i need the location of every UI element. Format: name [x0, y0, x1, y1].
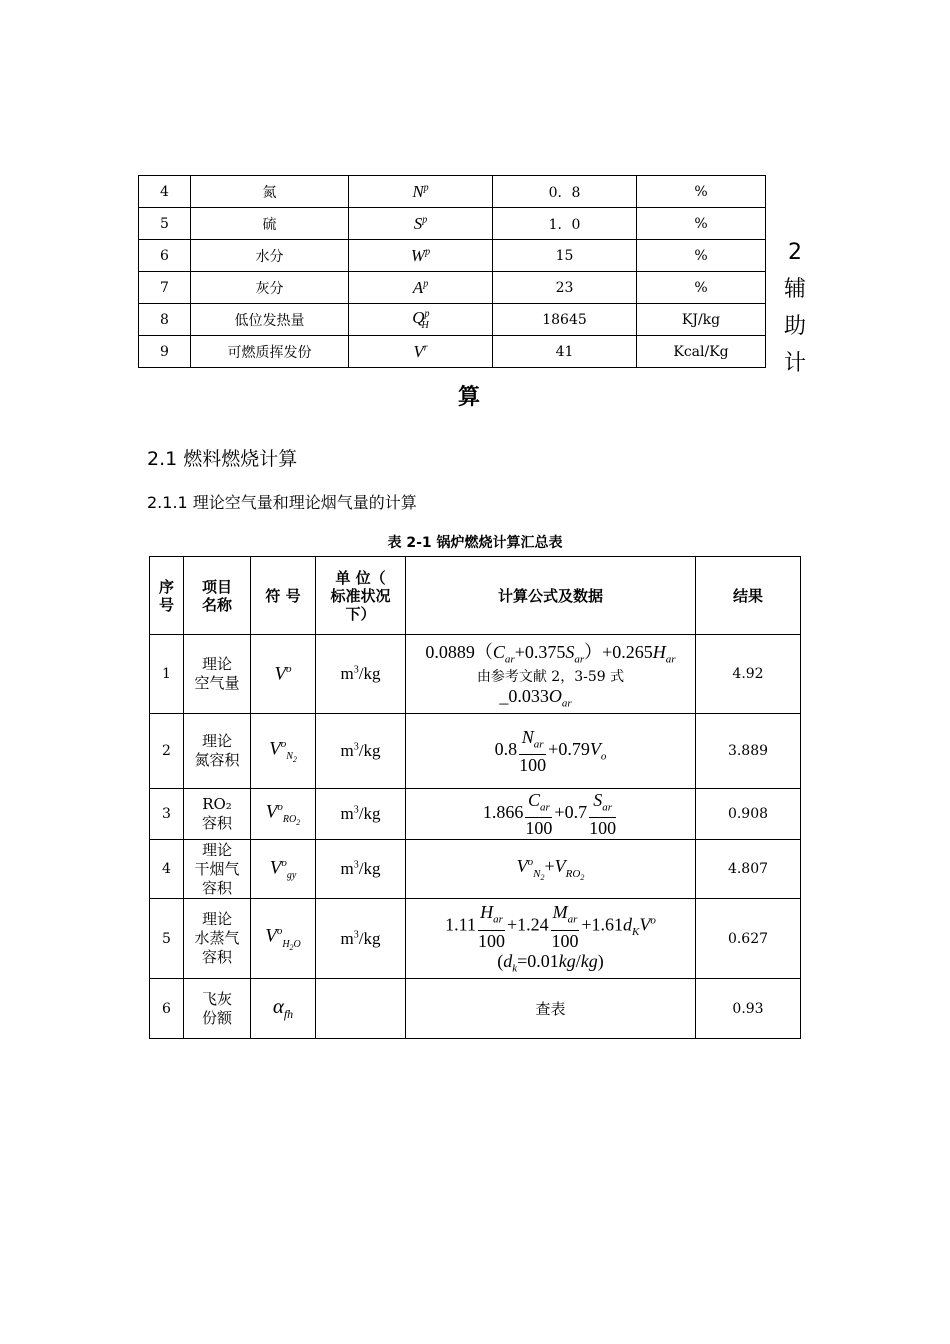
symbol-base: V [413, 341, 424, 361]
row-value: 0．8 [493, 176, 637, 208]
symbol-sup: p [423, 181, 429, 193]
row-result: 4.807 [696, 840, 801, 899]
table-row [139, 336, 766, 368]
row-no: 6 [139, 240, 191, 272]
table-row [139, 240, 766, 272]
row-result: 4.92 [696, 635, 801, 714]
row-symbol [349, 176, 493, 208]
symbol-alpha-fh: $\alpha_{fh}$ [251, 979, 316, 1039]
table-row [150, 789, 801, 840]
heading-char: 2 [788, 240, 802, 265]
row-result: 0.93 [696, 979, 801, 1039]
table-caption: 表 2-1 锅炉燃烧计算汇总表 [387, 535, 563, 551]
row-unit: % [637, 272, 766, 304]
header-no-text: 序 号 [158, 577, 174, 614]
symbol-v0: $V^o$ [251, 635, 316, 714]
row-item: 灰分 [191, 272, 349, 304]
unit-cell: $m^3/kg$ [316, 840, 406, 899]
row-no: 5 [139, 208, 191, 240]
heading-char: 辅 [783, 277, 806, 302]
symbol-base: Q [412, 308, 425, 328]
symbol-vh2o: $V^o_{H_2O}$ [251, 899, 316, 979]
unit-cell: $m^3/kg$ [316, 899, 406, 979]
row-no: 5 [150, 899, 184, 979]
table-row [150, 979, 801, 1039]
row-result: 0.627 [696, 899, 801, 979]
heading-char: 助 [783, 314, 806, 339]
header-result-text: 结果 [732, 586, 763, 605]
row-result: 0.908 [696, 789, 801, 840]
table-row [139, 272, 766, 304]
table-row [139, 176, 766, 208]
formula-cell [406, 789, 696, 840]
symbol-sup: p [425, 245, 431, 257]
table-row [139, 304, 766, 336]
unit-cell-empty [316, 979, 406, 1039]
formula-cell [406, 714, 696, 789]
row-symbol [349, 208, 493, 240]
formula-line-2: $\_0.033O_{ar}$ [499, 686, 572, 710]
header-result [696, 557, 801, 635]
row-no: 9 [139, 336, 191, 368]
symbol-sup: r [423, 341, 428, 353]
heading-2-1-1: 2.1.1 理论空气量和理论烟气量的计算 [147, 493, 417, 512]
formula-line-2: $(d_k=0.01kg/kg)$ [497, 951, 604, 975]
combustion-summary-table [149, 556, 801, 1039]
header-formula-text: 计算公式及数据 [497, 586, 603, 605]
symbol-base: A [412, 277, 424, 297]
symbol-sup: p [422, 213, 428, 225]
fuel-composition-table [138, 175, 766, 368]
symbol-base: W [410, 245, 426, 265]
row-item: 氮 [191, 176, 349, 208]
row-unit: % [637, 176, 766, 208]
formula: 1.866 $\frac{C_{ar}}{100}$ +0.7 $\frac{S_{ar}}{100}$ [482, 789, 617, 839]
table-row [139, 208, 766, 240]
header-symbol-text: 符 号 [265, 586, 301, 605]
row-name: RO₂ 容积 [184, 789, 251, 840]
row-no: 4 [150, 840, 184, 899]
header-formula [406, 557, 696, 635]
symbol-vro2: $V^o_{RO_2}$ [251, 789, 316, 840]
row-result: 3.889 [696, 714, 801, 789]
row-value: 18645 [493, 304, 637, 336]
row-no: 4 [139, 176, 191, 208]
header-name-text: 项目 名称 [201, 577, 232, 614]
table-row [150, 840, 801, 899]
symbol-sup: p [424, 308, 430, 320]
unit-cell: $m^3/kg$ [316, 714, 406, 789]
row-item: 低位发热量 [191, 304, 349, 336]
unit-cell: $m^3/kg$ [316, 635, 406, 714]
formula-cell [406, 840, 696, 899]
table-header-row [150, 557, 801, 635]
formula-cell [406, 899, 696, 979]
symbol-vn2: $V^o_{N_2}$ [251, 714, 316, 789]
table-row [150, 714, 801, 789]
row-unit: Kcal/Kg [637, 336, 766, 368]
row-value: 41 [493, 336, 637, 368]
row-value: 1．0 [493, 208, 637, 240]
header-symbol [251, 557, 316, 635]
row-item: 水分 [191, 240, 349, 272]
row-symbol [349, 304, 493, 336]
row-item: 可燃质挥发份 [191, 336, 349, 368]
row-name: 理论 氮容积 [184, 714, 251, 789]
formula-cell [406, 979, 696, 1039]
row-symbol [349, 272, 493, 304]
formula: 0.8 $\frac{N_{ar}}{100}$ $+0.79V_o$ [494, 726, 607, 776]
row-name: 飞灰 份额 [184, 979, 251, 1039]
row-no: 8 [139, 304, 191, 336]
row-value: 23 [493, 272, 637, 304]
row-unit: % [637, 240, 766, 272]
table-row [150, 899, 801, 979]
header-name [184, 557, 251, 635]
section-heading-tail: 算 [458, 385, 481, 410]
formula: $V^o_{N_2}+V_{RO_2}$ [516, 856, 585, 882]
formula-line-1: 1.11 $\frac{H_{ar}}{100}$ +1.24 $\frac{M_{ar}}{100}$ $+1.61d_KV^o$ [445, 902, 656, 951]
formula-cell [406, 635, 696, 714]
row-name: 理论 空气量 [184, 635, 251, 714]
symbol-vgy: $V^o_{gy}$ [251, 840, 316, 899]
section-heading-vertical [775, 234, 815, 382]
header-unit [316, 557, 406, 635]
heading-char: 计 [783, 351, 806, 376]
formula-note: 由参考文献 2，3-59 式 [476, 669, 625, 685]
row-no: 7 [139, 272, 191, 304]
unit-cell: $m^3/kg$ [316, 789, 406, 840]
header-unit-text: 单 位（ 标准状况 下） [330, 568, 391, 623]
formula-text: 查表 [535, 1000, 566, 1018]
header-no [150, 557, 184, 635]
row-item: 硫 [191, 208, 349, 240]
heading-2-1: 2.1 燃料燃烧计算 [147, 448, 298, 470]
table-row [150, 635, 801, 714]
symbol-base: N [412, 181, 424, 201]
row-no: 3 [150, 789, 184, 840]
row-symbol [349, 336, 493, 368]
formula-line-1: $0.0889(C_{ar}+0.375S_{ar})+0.265H_{ar}$ [425, 642, 676, 666]
row-name: 理论 水蒸气 容积 [184, 899, 251, 979]
row-no: 2 [150, 714, 184, 789]
symbol-sub: H [421, 319, 429, 331]
row-value: 15 [493, 240, 637, 272]
row-unit: KJ/kg [637, 304, 766, 336]
row-unit: % [637, 208, 766, 240]
symbol-base: S [413, 213, 423, 233]
symbol-sup: p [423, 277, 429, 289]
row-symbol [349, 240, 493, 272]
row-no: 6 [150, 979, 184, 1039]
row-name: 理论 干烟气 容积 [184, 840, 251, 899]
row-no: 1 [150, 635, 184, 714]
